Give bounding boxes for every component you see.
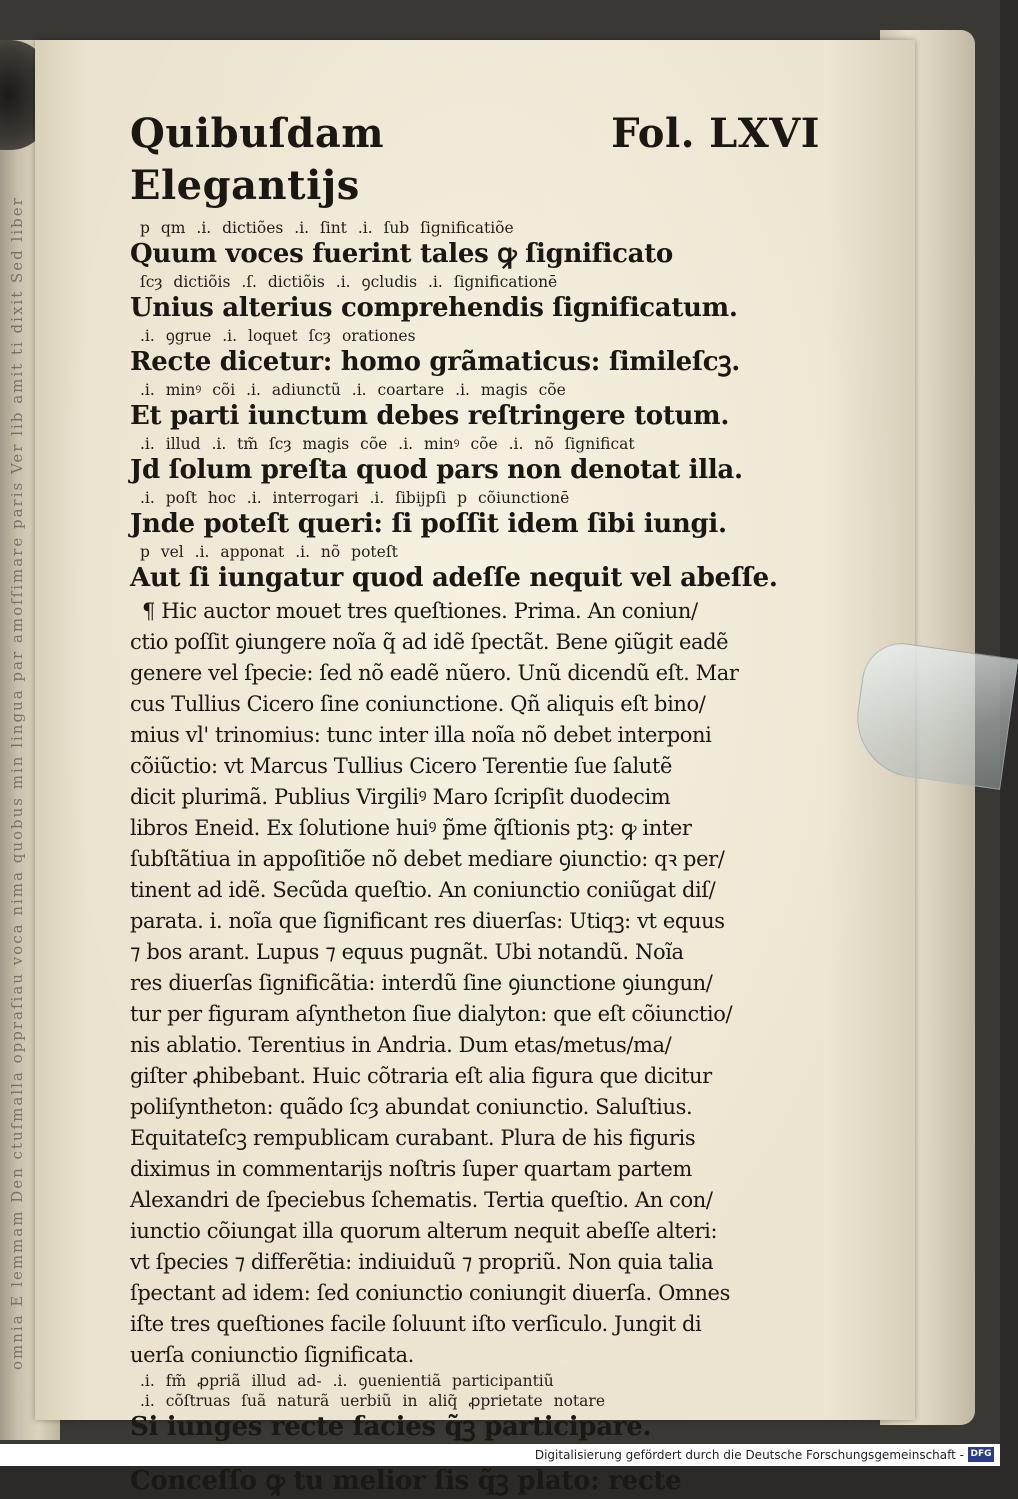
comment-line: dicit plurimã. Publius Virgiliꝰ Maro ſcripſit duodecim xyxy=(130,785,671,809)
verse-line: Unius alterius comprehendis ſignificatum. xyxy=(130,293,738,323)
comment-line: ſpectant ad idem: ſed coniunctio coniungit diuerſa. Omnes xyxy=(130,1281,730,1305)
comment-line: ctio poſſit ꝯiungere noĩa q̃ ad idẽ ſpectãt. Bene ꝯiũgit eadẽ xyxy=(130,630,729,654)
comment-line: giſter ꝓhibebant. Huic cõtraria eſt alia figura que dicitur xyxy=(130,1064,712,1088)
verse-line: Jnde poteſt queri: ſi poſſit idem ſibi iungi. xyxy=(130,509,727,539)
gloss-line: p qm .i. dictiões .i. ſint .i. ſub ſignificatiõe xyxy=(140,219,514,237)
gloss-line: .i. cõſtruas ſuã naturã uerbiũ in aliq̃ ꝓprietate notare xyxy=(140,1392,605,1410)
running-header xyxy=(130,108,820,212)
gloss-line: ſcȝ dictiõis .ſ. dictiõis .i. ꝯcludis .i. ſignificationē xyxy=(140,273,558,291)
comment-line: nis ablatio. Terentius in Andria. Dum etas/metus/ma/ xyxy=(130,1033,672,1057)
running-title: Quibuſdam Elegantijs xyxy=(130,110,385,209)
comment-line: Equitateſcꝫ rempublicam curabant. Plura de his figuris xyxy=(130,1126,696,1150)
verse-line: Et parti iunctum debes reſtringere totum. xyxy=(130,401,730,431)
verse-line: Recte dicetur: homo grãmaticus: ſimileſcꝫ. xyxy=(130,347,741,377)
comment-line: ⁊ bos arant. Lupus ⁊ equus pugnãt. Ubi notandũ. Noĩa xyxy=(130,940,684,964)
gloss-line: .i. minꝰ cõi .i. adiunctũ .i. coartare .i. magis cõe xyxy=(140,381,566,399)
comment-line: iunctio cõiungat illa quorum alterum nequit abeſſe alteri: xyxy=(130,1219,718,1243)
folio xyxy=(611,108,820,160)
comment-line: diximus in commentarijs noſtris ſuper quartam partem xyxy=(130,1157,692,1181)
comment-line: cus Tullius Cicero ſine coniunctione. Qñ aliquis eſt bino/ xyxy=(130,692,706,716)
comment-line: libros Eneid. Ex ſolutione huiꝰ p̃me q̃ſtionis ptꝫ: ꝙ inter xyxy=(130,816,692,840)
text-lines xyxy=(130,218,830,1499)
folio-label: Fol. xyxy=(611,110,696,157)
comment-line: tur per figuram aſyntheton ſiue dialyton: que eſt cõiunctio/ xyxy=(130,1002,733,1026)
comment-line: Alexandri de ſpeciebus ſchematis. Tertia queſtio. An con/ xyxy=(130,1188,713,1212)
comment-line: vt ſpecies ⁊ differẽtia: indiuiduũ ⁊ propriũ. Non quia talia xyxy=(130,1250,714,1274)
comment-line: poliſyntheton: quãdo ſcȝ abundat coniunctio. Saluſtius. xyxy=(130,1095,693,1119)
verse-line: Jd ſolum preſta quod pars non denotat illa. xyxy=(130,455,743,485)
gloss-line: .i. ꝯgrue .i. loquet ſcȝ orationes xyxy=(140,327,416,345)
comment-line: mius vl' trinomius: tunc inter illa noĩa nõ debet interponi xyxy=(130,723,712,747)
comment-line: ¶ Hic auctor mouet tres queſtiones. Prima. An coniun/ xyxy=(142,599,698,623)
verse-line: Quum voces fuerint tales ꝙ ſignificato xyxy=(130,239,673,269)
verse-line: Si iunges recte facies q̃ꝫ participare. xyxy=(130,1412,652,1442)
page-text xyxy=(130,108,830,1499)
folio-number: LXVI xyxy=(709,110,820,157)
gloss-line: .i. illud .i. tm̃ ſcȝ magis cõe .i. minꝰ cõe .i. nõ ſignificat xyxy=(140,435,635,453)
comment-line: uerſa coniunctio ſignificata. xyxy=(130,1343,414,1367)
comment-line: genere vel ſpecie: ſed nõ eadẽ nũero. Unũ dicendũ eſt. Mar xyxy=(130,661,739,685)
gloss-line: .i. poſt hoc .i. interrogari .i. ſibijpſi p cõiunctionē xyxy=(140,489,570,507)
funding-credit: Digitalisierung gefördert durch die Deutsche Forschungsgemeinschaft - xyxy=(534,1448,964,1462)
comment-line: iſte tres queſtiones facile ſoluunt iſto verſiculo. Jungit di xyxy=(130,1312,702,1336)
verse-line: Aut ſi iungatur quod adeſſe nequit vel abeſſe. xyxy=(130,563,778,593)
comment-line: tinent ad idẽ. Secũda queſtio. An coniunctio coniũgat diſ/ xyxy=(130,878,716,902)
facing-page-bleed-text: omnia E lemmam Den ctuſmalla oppraſiau voca nima quobus min lingua par amoſſimare paris Ver lib amit ti dixit Sed liber xyxy=(8,196,26,1370)
gloss-line: .i. fm̃ ꝓpriã illud ad- .i. ꝯuenientiã participantiũ xyxy=(140,1372,554,1390)
footer-bar xyxy=(0,1444,1000,1466)
dfg-logo[interactable]: DFG xyxy=(968,1447,994,1462)
comment-line: parata. i. noĩa que ſignificant res diuerſas: Utiqꝫ: vt equus xyxy=(130,909,725,933)
comment-line: cõiũctio: vt Marcus Tullius Cicero Terentie ſue ſalutẽ xyxy=(130,754,672,778)
comment-line: res diuerſas ſignificãtia: interdũ ſine ꝯiunctione ꝯiungun/ xyxy=(130,971,713,995)
comment-line: ſubſtãtiua in appoſitiõe nõ debet mediare ꝯiunctio: qꝛ per/ xyxy=(130,847,725,871)
gloss-line: p vel .i. apponat .i. nõ poteſt xyxy=(140,543,398,561)
verse-line: Conceſſo ꝙ tu melior ſis q̃ꝫ plato: recte xyxy=(130,1466,682,1496)
